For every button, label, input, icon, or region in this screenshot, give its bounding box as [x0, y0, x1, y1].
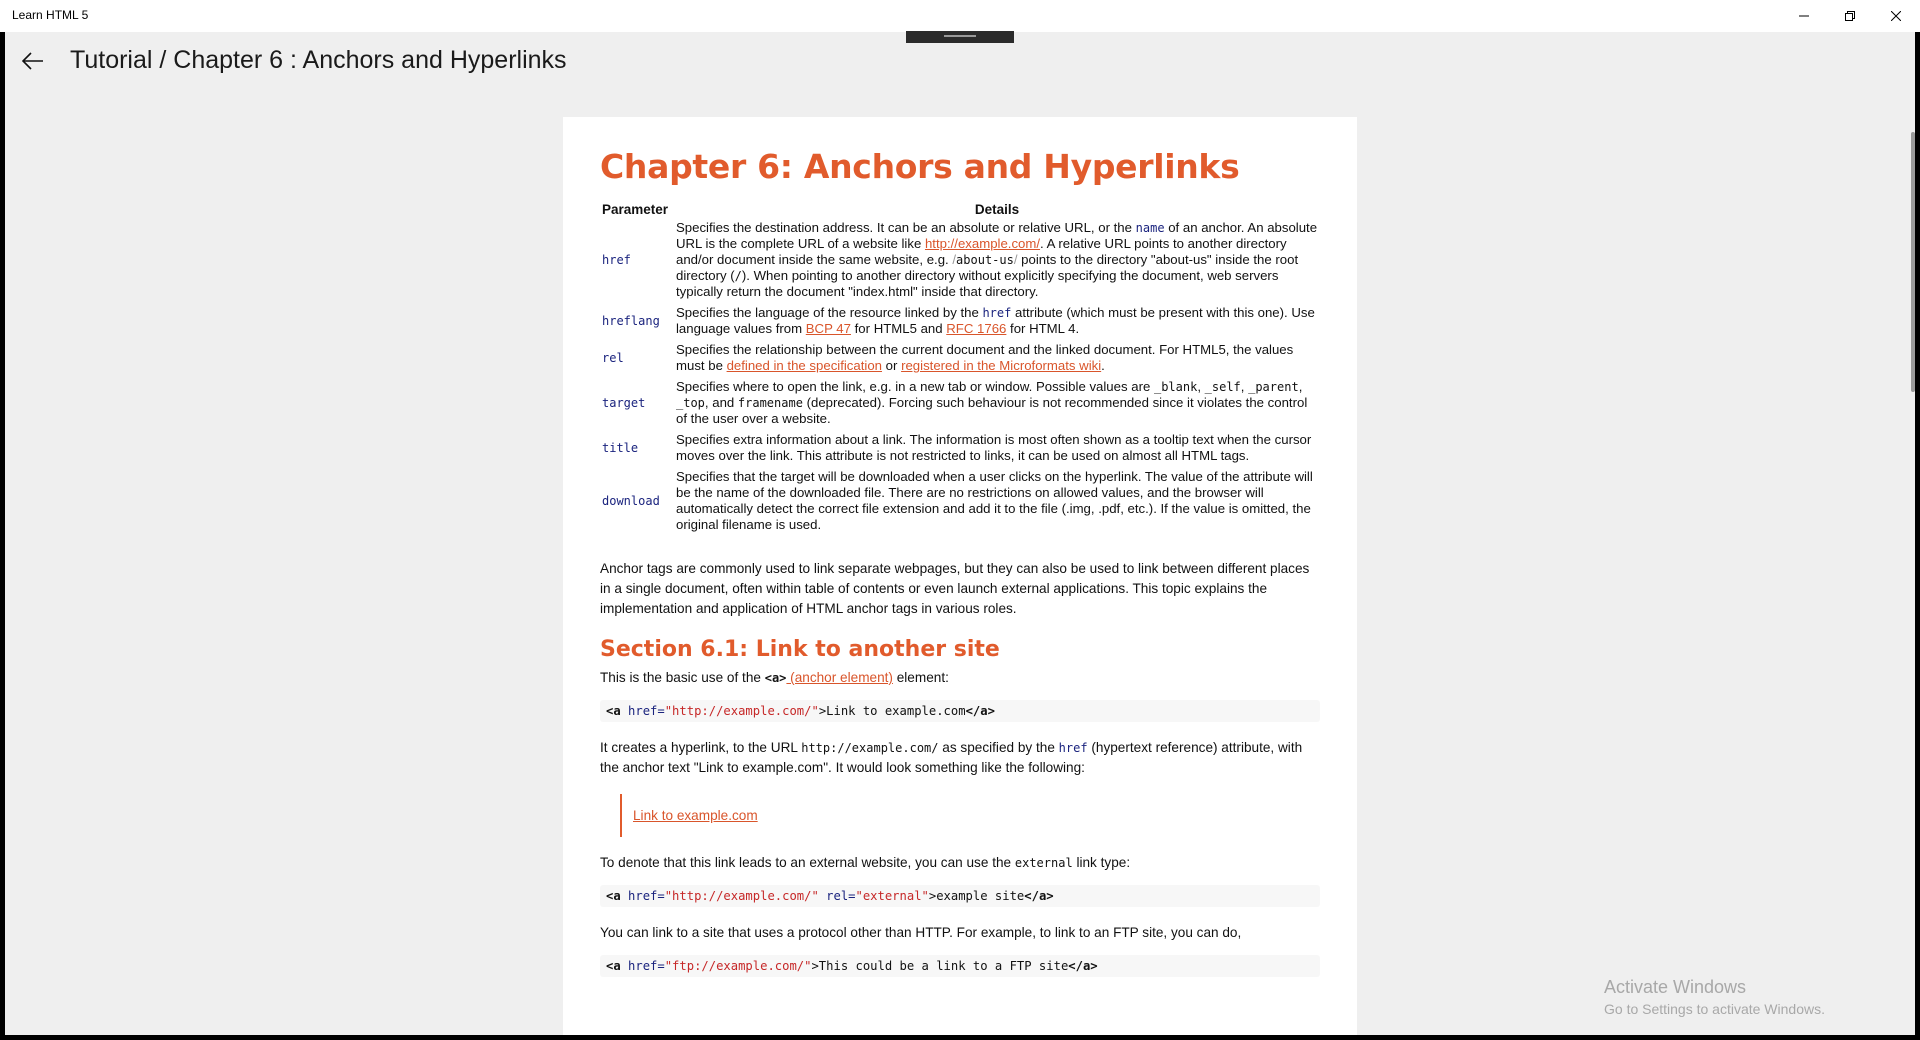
- param-details: Specifies the destination address. It can be an absolute or relative URL, or the name of an anchor. An absolute URL is the complete URL of a website like http://example.com/. A relative URL points to another directory and/or document inside the same website, e.g. /about-us/ points to the directory "about-us" inside the root directory (/). When pointing to another directory without explicitly specifying the document, web servers typically return the document "index.html" inside that directory.: [676, 220, 1318, 299]
- chapter-title: Chapter 6: Anchors and Hyperlinks: [600, 147, 1240, 186]
- param-name: rel: [602, 351, 624, 365]
- close-button[interactable]: [1873, 0, 1919, 32]
- activation-watermark: [1604, 977, 1825, 1017]
- param-details: Specifies that the target will be downloaded when a user clicks on the hyperlink. The value of the attribute will be the name of the downloaded file. There are no restrictions on allowed values, and the browser will automatically detect the correct file extension and add it to the file (.img, .pdf, etc.). If the value is omitted, the original filename is used.: [676, 469, 1313, 532]
- parameters-table: [600, 200, 1320, 537]
- param-details: Specifies extra information about a link. The information is most often shown as a tooltip text when the cursor moves over the link. This attribute is not restricted to links, it can be used on almost all HTML tags.: [676, 432, 1312, 463]
- example-url-link[interactable]: http://example.com/: [924, 236, 1041, 251]
- intro-paragraph: Anchor tags are commonly used to link separate webpages, but they can also be used to link between different places in a single document, often within table of contents or even launch external applications. This topic explains the implementation and application of HTML anchor tags in various roles.: [600, 561, 1310, 616]
- param-name: target: [602, 396, 646, 410]
- arrow-left-icon: [22, 52, 44, 70]
- specification-link[interactable]: defined in the specification: [726, 358, 883, 373]
- watermark-subtitle: Go to Settings to activate Windows.: [1604, 1001, 1825, 1017]
- code-block: <a href="http://example.com/">Link to example.com</a>: [600, 700, 1320, 722]
- anchor-element-link[interactable]: (anchor element): [786, 670, 893, 685]
- restore-icon: [1845, 11, 1855, 21]
- param-details: Specifies the language of the resource linked by the href attribute (which must be present with this one). Use language values from BCP 47 for HTML5 and RFC 1766 for HTML 4.: [676, 305, 1315, 336]
- param-name: href: [602, 253, 631, 267]
- close-icon: [1891, 11, 1901, 21]
- basic-use-paragraph: This is the basic use of the <a> (anchor element) element:: [600, 670, 949, 685]
- param-name: download: [602, 494, 660, 508]
- code-block: <a href="http://example.com/" rel="external">example site</a>: [600, 885, 1320, 907]
- minimize-icon: [1799, 11, 1809, 21]
- microformats-wiki-link[interactable]: registered in the Microformats wiki: [901, 358, 1102, 373]
- column-header-details: Details: [974, 202, 1020, 217]
- bcp47-link[interactable]: BCP 47: [805, 321, 851, 336]
- page-title: Tutorial / Chapter 6 : Anchors and Hyperlinks: [70, 46, 567, 74]
- param-name: hreflang: [602, 314, 660, 328]
- table-row: [600, 304, 1320, 341]
- example-output: [620, 794, 1320, 837]
- table-row: [600, 431, 1320, 468]
- column-header-parameter: Parameter: [602, 202, 669, 217]
- explanation-paragraph: It creates a hyperlink, to the URL http://example.com/ as specified by the href (hypertext reference) attribute, with the anchor text "Link to example.com". It would look something like the following:: [600, 740, 1303, 775]
- param-name: title: [602, 441, 639, 455]
- rfc1766-link[interactable]: RFC 1766: [946, 321, 1007, 336]
- table-row: [600, 341, 1320, 378]
- vertical-scrollbar[interactable]: [1911, 132, 1915, 392]
- code-block: <a href="ftp://example.com/">This could be a link to a FTP site</a>: [600, 955, 1320, 977]
- table-row: [600, 219, 1320, 304]
- watermark-title: Activate Windows: [1604, 977, 1747, 997]
- document-page: [563, 117, 1357, 1035]
- param-details: Specifies the relationship between the current document and the linked document. For HTML5, the values must be defined in the specification or registered in the Microformats wiki.: [676, 342, 1294, 373]
- section-title: Section 6.1: Link to another site: [600, 637, 1000, 662]
- minimize-button[interactable]: [1781, 0, 1827, 32]
- example-link[interactable]: Link to example.com: [633, 808, 758, 823]
- restore-button[interactable]: [1827, 0, 1873, 32]
- app-content: [5, 32, 1915, 1035]
- table-row: [600, 378, 1320, 431]
- ftp-paragraph: You can link to a site that uses a protocol other than HTTP. For example, to link to an FTP site, you can do,: [600, 925, 1242, 940]
- app-title: Learn HTML 5: [12, 8, 89, 22]
- back-button[interactable]: [15, 46, 51, 76]
- param-details: Specifies where to open the link, e.g. in a new tab or window. Possible values are _blank, _self, _parent, _top, and framename (deprecated). Forcing such behaviour is not recommended since it violates the control of the user over a website.: [676, 379, 1308, 426]
- drag-handle[interactable]: [906, 31, 1014, 43]
- title-bar: [0, 0, 1920, 32]
- table-row: [600, 468, 1320, 537]
- external-paragraph: To denote that this link leads to an external website, you can use the external link type:: [600, 855, 1131, 870]
